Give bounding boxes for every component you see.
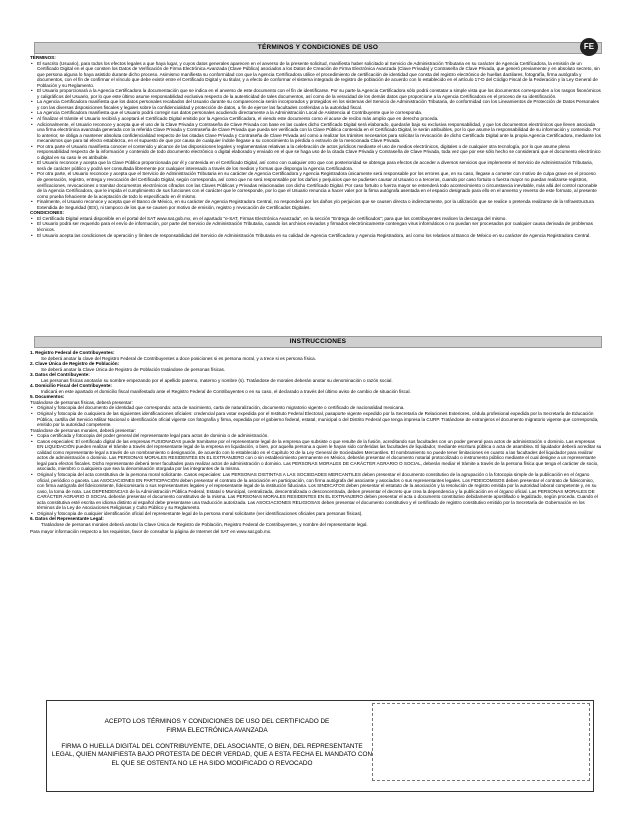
condition-item: • El Usuario acepta las condiciones de operación y límites de responsabilidad del Servicio de Administración Tributaria en su calidad de Agencia Certificadora y Agencia Registradora, así como los relativos al Banco de México en su carácter de Agencia Registradora Central.	[30, 233, 602, 239]
instructions-title-bar: INSTRUCCIONES	[34, 336, 602, 348]
instr-s5-pm-item: • Original y fotocopia de cualquier identificación oficial del representante legal de la persona moral solicitante (ver identificaciones oficiales para personas físicas).	[30, 511, 602, 517]
instr-s3-title: 3. Datos del Contribuyente:	[30, 372, 90, 378]
terms-heading: TÉRMINOS:	[30, 55, 56, 60]
instr-s2-title: 2. Clave Única de Registro de Población:	[30, 361, 120, 367]
instr-s1-title: 1. Registro Federal de Contribuyentes:	[30, 350, 115, 355]
accept-terms-text: ACEPTO LOS TÉRMINOS Y CONDICIONES DE USO DEL CERTIFICADO DE FIRMA ELECTRÓNICA AVANZADA	[104, 718, 330, 734]
condition-item: • El Certificado Digital estará disponible en el portal del SAT www.sat.gob.mx, en el apartado "e-SAT, Firmas Electrónica Avanzada", en la sección "Entrega de certificados"; para que los contribuyentes realicen la descarga del mismo.	[30, 216, 602, 222]
instr-s6-text: Tratándose de personas morales deberá anotar la Clave Única de Registro de Población, Registro Federal de Contribuyentes, y nombre del representante legal.	[41, 521, 368, 527]
terms-title-bar: TÉRMINOS Y CONDICIONES DE USO	[34, 42, 602, 54]
instr-s5-title: 5. Documentos:	[30, 394, 65, 400]
terms-item: • La Agencia Certificadora manifiesta que el Usuario podrá corregir sus datos personales acudiendo directamente a la Administración Local de Asistencia al Contribuyente que le corresponda.	[30, 110, 602, 116]
condition-item: • El Usuario podrá ser requerido para el envío de información, por parte del Servicio de Administración Tributaria, cuando los archivos enviados y firmados electrónicamente contengan virus informáticos o no puedan ser procesados por cualquier causa derivada de problemas técnicos.	[30, 221, 602, 232]
instructions-section	[30, 350, 602, 535]
terms-item: • Por otra parte, el Usuario reconoce y acepta que el Servicio de Administración Tributaria en su carácter de Agencia Certificadora y Agencia Registradora únicamente será responsable por los errores que, en su caso, llegase a cometer con motivo de culpa grave en el proceso de generación, registro, entrega y revocación del Certificado Digital, según corresponda, así como que no será responsable por los daños y perjuicios que se pudiesen causar al Usuario o a terceros, cuando por caso fortuito o fuerza mayor no puedan realizarse registros, verificaciones, revocaciones o tramitar documentos electrónicos cifrados con las Claves Públicas y Privadas relacionadas con dicho Certificado Digital. Por caso fortuito o fuerza mayor se entenderá todo acontecimiento o circunstancia inevitable, más allá del control razonable de la Agencia Certificadora, que le impida el cumplimiento de sus funciones con el carácter que le corresponde, por lo que el Usuario renuncia a hacer valer por la firma autógrafa asentada en el espacio designado para ello en el anverso y reverso de este formato, al presente como prueba fehaciente de la aceptación de todo lo especificado en él mismo.	[30, 171, 602, 199]
instr-s4-title: 4. Domicilio Fiscal del Contribuyente:	[30, 383, 112, 389]
instr-s5-pm-item: • Casos especiales: El certificado digital de las empresas FUSIONADAS puede tramitarse por el representante legal de la empresa que subsiste o que resulte de la fusión, acreditando sus facultades con un poder general para actos de administración o dominio. Las empresas EN LIQUIDACIÓN pueden realizar el trámite a través del representante legal de la empresa en liquidación, o bien, por aquella persona a quien le hayan sido conferidas las facultades de liquidador, mediante escritura pública o acta de asamblea. El liquidador deberá acreditar su calidad como representante legal a través de un nombramiento o designación, de acuerdo con lo establecido en el Capítulo XI de la Ley General de Sociedades Mercantiles. El nombramiento no puede tener limitaciones en cuanto a las facultades del liquidador para realizar actos de administración o dominio. Las PERSONAS MORALES RESIDENTES EN EL EXTRANJERO con o sin establecimiento permanente en México, deberán presentar el documento notarial protocolizado o instrumento público mediante el cual designe a un representante legal para efectos fiscales. Dicho representante deberá tener facultades para realizar actos de administración o dominio. Las PERSONAS MORALES DE CARÁCTER AGRARIO O SOCIAL, deberán mediar el trámite a través de la persona física que tenga el carácter de socio, asociado, miembro o cualquiera que sea la denominación otorgada por las integrantes de la misma.	[30, 439, 602, 472]
signature-area[interactable]	[372, 703, 590, 781]
terms-item: • Finalmente, el Usuario reconoce y acepta que el Banco de México, en su carácter de Agencia Registradora Central, no responderá por los daños y/o perjuicios que se causen directa o indirectamente, por la utilización que se realice o pretenda realizarse de la Infraestructura Extendida de Seguridad (IES), ni tampoco de los que se causen por motivo de emisión, registro y revocación de Certificados Digitales.	[30, 199, 602, 210]
instr-s5-pm-intro: Tratándose de personas morales, deberá presentar:	[30, 427, 137, 433]
instr-s5-pf-item: • Original y fotocopia de cualquiera de las siguientes identificaciones oficiales: credencial para votar expedida por el Instituto Federal Electoral, pasaporte vigente expedido por la Secretaría de Relaciones Exteriores, cédula profesional expedida por la Secretaría de Educación Pública, cartilla del Servicio Militar Nacional o identificación oficial vigente con fotografía y firma, expedida por el gobierno federal, estatal, municipal o del Distrito Federal que tenga impresa la CURP. Tratándose de extranjeros el documento migratorio vigente que corresponda, emitido por la autoridad competente.	[30, 411, 602, 428]
instr-s3-text: Las personas físicas anotarán su nombre empezando por el apellido paterno, materno y nombre (s). Tratándose de morales deberán anotar su denominación o razón social.	[41, 377, 393, 383]
terms-item: • El Usuario proporcionará a la Agencia Certificadora la documentación que se indica en el anverso de este documento con el fin de identificarse. Por su parte la Agencia Certificadora sólo podrá constatar a simple vista que los documentos corresponden a los rasgos fisonómicos y caligráficos del Usuario, por lo que este último asume responsabilidad exclusiva respecto de la autenticidad de tales documentos, así como de la veracidad de los demás datos que proporcione a la Agencia Certificadora en el proceso de su identificación.	[30, 88, 602, 99]
terms-item: • El Usuario reconoce y acepta que la Clave Pública proporcionada por él y contenida en el Certificado Digital, así como con cualquier otro que con posterioridad se obtenga para efectos de acceder a diversos servicios que implemente el Servicio de Administración Tributaria, será de carácter público y podrá ser consultada libremente por cualquier interesado a través de los medios y formas que disponga la Agencia Certificadora.	[30, 160, 602, 171]
instr-s1-text: Se deberá anotar la clave del Registro Federal de Contribuyentes a doce posiciones si es persona moral, y a trece si es persona física.	[41, 355, 317, 361]
instr-s5-pm-item: • Copia certificada y fotocopia del poder general del representante legal para actos de dominio o de administración.	[30, 433, 602, 439]
terms-section	[30, 55, 602, 238]
fe-badge: FE	[580, 38, 598, 56]
instr-s2-text: Se deberá anotar la Clave Única de Registro de Población tratándose de personas físicas.	[41, 366, 226, 372]
terms-item: • El suscrito (Usuario), para todos los efectos legales a que haya lugar, y cuyos datos generales aparecen en el anverso de la presente solicitud, manifiesta haber solicitado al Servicio de Administración Tributaria en su carácter de Agencia Certificadora, la emisión de un Certificado Digital en el que consten los Datos de Verificación de Firma Electrónica Avanzada (Clave Pública) asociados a los Datos de Creación de Firma Electrónica Avanzada (Clave Privada) y Contraseña de Clave Privada, que generó previamente y en absoluto secreto, sin que persona alguna lo haya asistido durante dicho proceso. Asimismo manifiesta su conformidad con que la Agencia Certificadora utilice el procedimiento de certificación de identidad que consta del registro electrónico de huellas dactilares, fotografía, firma autógrafa y documentos, con el fin de confirmar el vínculo que debe existir entre el Certificado Digital y su titular, y a efecto de conformar el sistema integrado de registro de población de acuerdo con lo establecido en el artículo 17-D del Código Fiscal de la Federación y la Ley General de Población y su Reglamento.	[30, 61, 602, 89]
terms-item: • La Agencia Certificadora manifiesta que los datos personales recabados del Usuario durante su comparecencia serán incorporados y protegidos en los sistemas del Servicio de Administración Tributaria, de conformidad con los Lineamientos de Protección de Datos Personales y con las diversas disposiciones fiscales y legales sobre la confidencialidad y protección de datos, a fin de ejercer las facultades conferidas a la autoridad fiscal.	[30, 99, 602, 110]
instr-s5-intro: Tratándose de personas físicas, deberá presentar:	[30, 399, 133, 405]
instr-s6-title: 6. Datos del Representante Legal:	[30, 516, 104, 522]
conditions-heading: CONDICIONES:	[30, 210, 64, 216]
instr-s5-pm-item: • Original y fotocopia del acta constitutiva de la persona moral solicitante. Casos especiales: Las PERSONAS DISTINTAS A LAS SOCIEDADES MERCANTILES deben presentar el documento constitutivo de la agrupación o la fotocopia simple de la publicación en el órgano oficial, periódico o gaceta. Las ASOCIACIONES EN PARTICIPACIÓN deben presentar el contrato de la asociación en participación, con firma autógrafa del asociante y asociados o sus representantes legales. Los FIDEICOMISOS deben presentar el contrato de fideicomiso, con firma autógrafa del fideicomitente, fideicomisario o sus representantes legales y el representante legal de la institución fiduciaria. Los SINDICATOS deben presentar el estatuto de la asociación y la resolución de registro emitida por la autoridad laboral competente y, en su caso, la toma de nota. Las DEPENDENCIAS de la Administración Pública Federal, Estatal o Municipal, centralizada, descentralizada o desconcentrada, deben presentar el decreto que crea la dependencia y la publicación en el órgano oficial. Las PERSONAS MORALES DE CARÁCTER AGRARIO O SOCIAL deberán presentar el documento constitutivo de la misma. Las PERSONAS MORALES RESIDENTES EN EL EXTRANJERO deben presentar el acta o documento constitutivo debidamente apostillado o legalizado, según proceda. Cuando el acta constitutiva esté escrita en idioma distinto al español debe presentarse una traducción autorizada. Las ASOCIACIONES RELIGIOSAS deben presentar el documento constitutivo y el certificado de registro constitutivo emitido por la Secretaría de Gobernación en los términos de la Ley de Asociaciones Religiosas y Culto Público y su Reglamento.	[30, 472, 602, 511]
terms-item: • Al finalizar el trámite el Usuario recibirá y aceptará el Certificado Digital emitido por la Agencia Certificadora, el viendo este documento como el acuse de recibo más amplio que en derecho proceda.	[30, 116, 602, 122]
terms-item: • Por otra parte el Usuario manifiesta conocer el contenido y alcance de las disposiciones legales y reglamentarias relativas a la celebración de actos jurídicos mediante el uso de medios electrónicos, digitales o de cualquier otra tecnología, por lo que asume plena responsabilidad respecto de la información y contenido de todo documento electrónico o digital elaborado y enviado en el que se haga uso de la citada Clave Privada y Contraseña de Clave Privada, toda vez que por ese sólo hecho se considerará que el documento electrónico o digital en su caso le es atribuible.	[30, 144, 602, 161]
instr-footer: Para mayor información respecto a los requisitos, favor de consultar la página de Internet del SAT en www.sat.gob.mx.	[30, 529, 272, 534]
signature-caption: FIRMA O HUELLA DIGITAL DEL CONTRIBUYENTE, DEL ASOCIANTE, O BIEN, DEL REPRESENTANTE LEGAL, QUIEN MANIFIESTA BAJO PROTESTA DE DECIR VERDAD, QUE A ESTA FECHA EL MANDATO CON EL QUE SE OSTENTA NO LE HA SIDO MODIFICADO O REVOCADO	[51, 743, 373, 767]
instr-s5-pf-item: • Original y fotocopia del documento de identidad que corresponda: acta de nacimiento, carta de naturalización, documento migratorio vigente o certificado de nacionalidad mexicana.	[30, 405, 602, 411]
terms-item: • Adicionalmente, el Usuario reconoce y acepta que el uso de la Clave Privada y Contraseña de Clave Privada con base en las cuales dicho Certificado Digital será elaborado, quedarán bajo su exclusiva responsabilidad, y que los documentos electrónicos que lleven asociada una firma electrónica avanzada generada con la referida Clave Privada y Contraseña de Clave Privada que pueda ser verificada con la Clave Pública contenida en el Certificado Digital, le serán atribuibles, por lo que asume la responsabilidad de su información y contenido. Por lo anterior, se obliga a mantener absoluta confidencialidad respecto de las citadas Clave Privada y Contraseña de Clave Privada así como a realizar los trámites necesarios para solicitar la revocación de dicho Certificado Digital ante la propia Agencia Certificadora, mediante los mecanismos que para tal efecto establezca, en el supuesto de que por causa de cualquier índole llegase a su conocimiento la pérdida o extravío de la mencionada Clave Privada.	[30, 122, 602, 144]
instr-s4-text: Indicará en este apartado el domicilio fiscal manifestado ante el Registro Federal de Contribuyentes o en su caso, el declarado a través del último aviso de cambio de situación fiscal.	[41, 388, 411, 394]
